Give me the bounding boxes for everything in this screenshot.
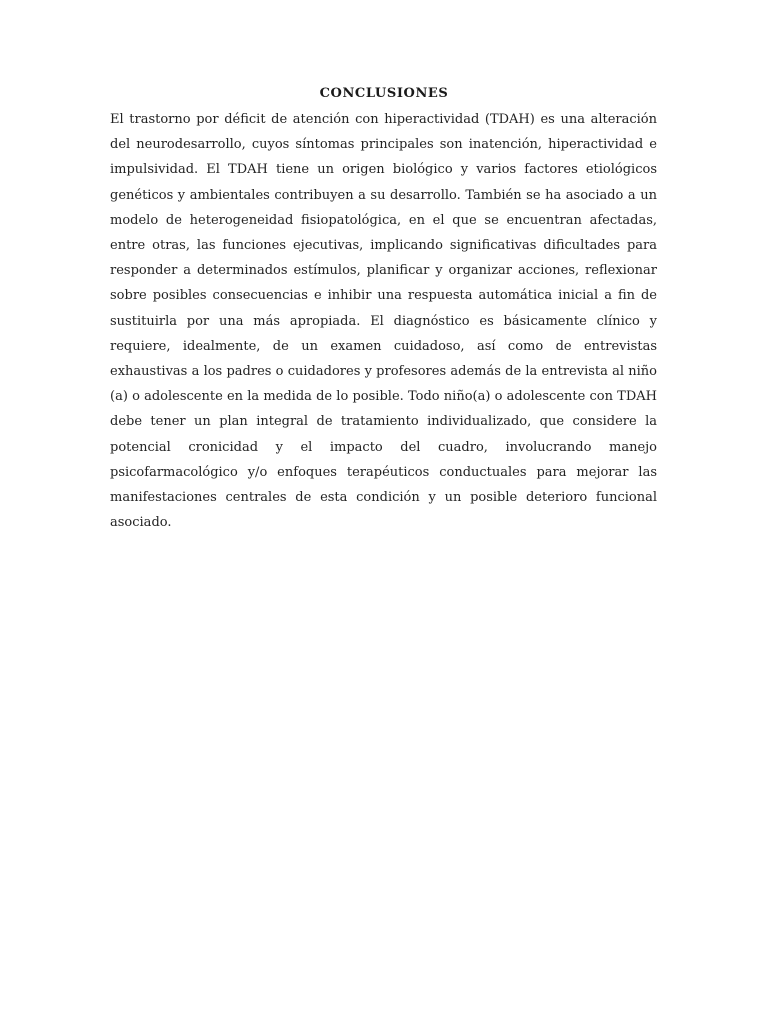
conclusion-paragraph: El trastorno por déficit de atención con hiperactividad (TDAH) es una alteración del neurodesarrollo, cuyos síntomas principales son inatención, hiperactividad e impulsividad. El TDAH tiene un origen biológico y varios factores etiológicos genéticos y ambientales contribuyen a su desarrollo. También se ha asociado a un modelo de heterogeneidad fisiopatológica, en el que se encuentran afectadas, entre otras, las funciones ejecutivas, implicando significativas dificultades para responder a determinados estímulos, planificar y organizar acciones, reflexionar sobre posibles consecuencias e inhibir una respuesta automática inicial a fin de sustituirla por una más apropiada. El diagnóstico es básicamente clínico y requiere, idealmente, de un examen cuidadoso, así como de entrevistas exhaustivas a los padres o cuidadores y profesores además de la entrevista al niño (a) o adolescente en la medida de lo posible. Todo niño(a) o adolescente con TDAH debe tener un plan integral de tratamiento individualizado, que considere la potencial cronicidad y el impacto del cuadro, involucrando manejo psicofarmacológico y/o enfoques terapéuticos conductuales para mejorar las manifestaciones centrales de esta condición y un posible deterioro funcional asociado. bbox=[110, 112, 657, 531]
section-heading: CONCLUSIONES bbox=[319, 86, 449, 101]
